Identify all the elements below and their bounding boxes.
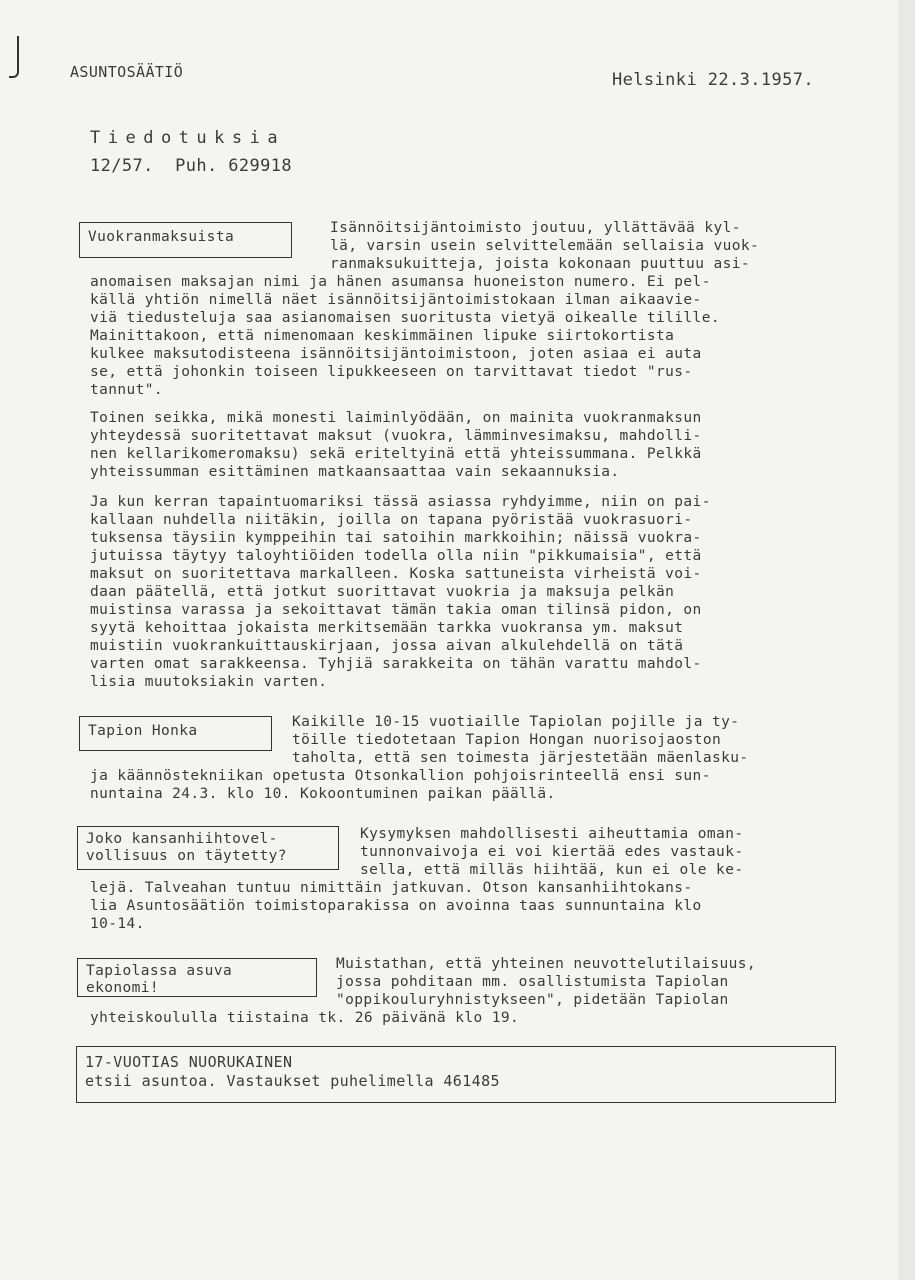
text-line: lia Asuntosäätiön toimistoparakissa on avoinna taas sunnuntaina klo	[90, 898, 702, 914]
document-title: Tiedotuksia	[90, 128, 286, 148]
notice-box	[76, 1046, 836, 1103]
section-heading: Joko kansanhiihtovel- vollisuus on täytetty?	[86, 831, 287, 864]
text-line: kallaan nuhdella niitäkin, joilla on tapana pyöristää vuokrasuori-	[90, 512, 693, 528]
organization-name: ASUNTOSÄÄTIÖ	[70, 63, 184, 81]
section-heading: Tapion Honka	[88, 723, 198, 739]
text-line: Mainittakoon, että nimenomaan keskimmäinen lipuke siirtokortista	[90, 328, 675, 344]
text-line: jutuissa täytyy taloyhtiöiden todella olla niin "pikkumaisia", että	[90, 548, 702, 564]
text-line: jossa pohditaan mm. osallistumista Tapiolan	[336, 974, 729, 990]
place-date: Helsinki 22.3.1957.	[612, 70, 815, 90]
text-line: Muistathan, että yhteinen neuvottelutilaisuus,	[336, 956, 756, 972]
text-line: nen kellarikomeromaksu) sekä eriteltyinä että yhteissummana. Pelkkä	[90, 446, 702, 462]
text-line: yhteiskoululla tiistaina tk. 26 päivänä klo 19.	[90, 1010, 520, 1026]
text-line: sella, että milläs hiihtää, kun ei ole ke-	[360, 862, 744, 878]
text-line: tuksensa täysiin kymppeihin tai satoihin markkoihin; näissä vuokra-	[90, 530, 702, 546]
text-line: yhteydessä suoritettavat maksut (vuokra, lämminvesimaksu, mahdolli-	[90, 428, 702, 444]
section-heading-box	[79, 716, 272, 751]
text-line: töille tiedotetaan Tapion Hongan nuorisojaoston	[292, 732, 722, 748]
section-heading: Vuokranmaksuista	[88, 229, 235, 245]
text-line: 10-14.	[90, 916, 145, 932]
text-line: Isännöitsijäntoimisto joutuu, yllättävää kyl-	[330, 220, 741, 236]
text-line: daan päätellä, että jotkut suorittavat vuokria ja maksuja pelkän	[90, 584, 675, 600]
text-line: maksut on suoritettava markalleen. Koska sattuneista virheistä voi-	[90, 566, 702, 582]
text-line: tunnonvaivoja ei voi kiertää edes vastauk-	[360, 844, 744, 860]
text-line: Kysymyksen mahdollisesti aiheuttamia oman-	[360, 826, 744, 842]
text-line: ranmaksukuitteja, joista kokonaan puuttuu asi-	[330, 256, 750, 272]
section-heading: Tapiolassa asuva ekonomi!	[86, 963, 233, 996]
issue-number-phone: 12/57. Puh. 629918	[90, 156, 293, 176]
text-line: lä, varsin usein selvittelemään sellaisia vuok-	[330, 238, 760, 254]
section-heading-box	[79, 222, 292, 258]
text-line: lisia muutoksiakin varten.	[90, 674, 328, 690]
text-line: "oppikouluryhnistykseen", pidetään Tapiolan	[336, 992, 729, 1008]
text-line: muistiin vuokrankuittauskirjaan, jossa aivan alkulehdellä on tätä	[90, 638, 684, 654]
text-line: viä tiedusteluja saa asianomaisen suoritusta vietyä oikealle tilille.	[90, 310, 720, 326]
section-heading-box	[77, 826, 339, 870]
text-line: muistinsa varassa ja sekoittavat tämän takia oman tilinsä pidon, on	[90, 602, 702, 618]
text-line: syytä kehoittaa jokaista merkitsemään tarkka vuokransa ym. maksut	[90, 620, 684, 636]
text-line: Toinen seikka, mikä monesti laiminlyödään, on mainita vuokranmaksun	[90, 410, 702, 426]
text-line: yhteissumman esittäminen matkaansaattaa vain sekaannuksia.	[90, 464, 620, 480]
text-line: ja käännöstekniikan opetusta Otsonkallion pohjoisrinteellä ensi sun-	[90, 768, 711, 784]
text-line: källä yhtiön nimellä näet isännöitsijäntoimistokaan ilman aikaavie-	[90, 292, 702, 308]
text-line: Kaikille 10-15 vuotiaille Tapiolan pojille ja ty-	[292, 714, 740, 730]
text-line: Ja kun kerran tapaintuomariksi tässä asiassa ryhdyimme, niin on pai-	[90, 494, 711, 510]
section-heading-box	[77, 958, 317, 997]
text-line: se, että johonkin toiseen lipukkeeseen on tarvittavat tiedot "rus-	[90, 364, 693, 380]
margin-mark	[9, 36, 19, 78]
text-line: tannut".	[90, 382, 164, 398]
text-line: taholta, että sen toimesta järjestetään mäenlasku-	[292, 750, 749, 766]
text-line: lejä. Talveahan tuntuu nimittäin jatkuvan. Otson kansanhiihtokans-	[90, 880, 693, 896]
notice-text: 17-VUOTIAS NUORUKAINEN etsii asuntoa. Vastaukset puhelimella 461485	[85, 1053, 500, 1090]
text-line: nuntaina 24.3. klo 10. Kokoontuminen paikan päällä.	[90, 786, 556, 802]
text-line: anomaisen maksajan nimi ja hänen asumansa huoneiston numero. Ei pel-	[90, 274, 711, 290]
text-line: kulkee maksutodisteena isännöitsijäntoimistoon, joten asiaa ei auta	[90, 346, 702, 362]
text-line: varten omat sarakkeensa. Tyhjiä sarakkeita on tähän varattu mahdol-	[90, 656, 702, 672]
